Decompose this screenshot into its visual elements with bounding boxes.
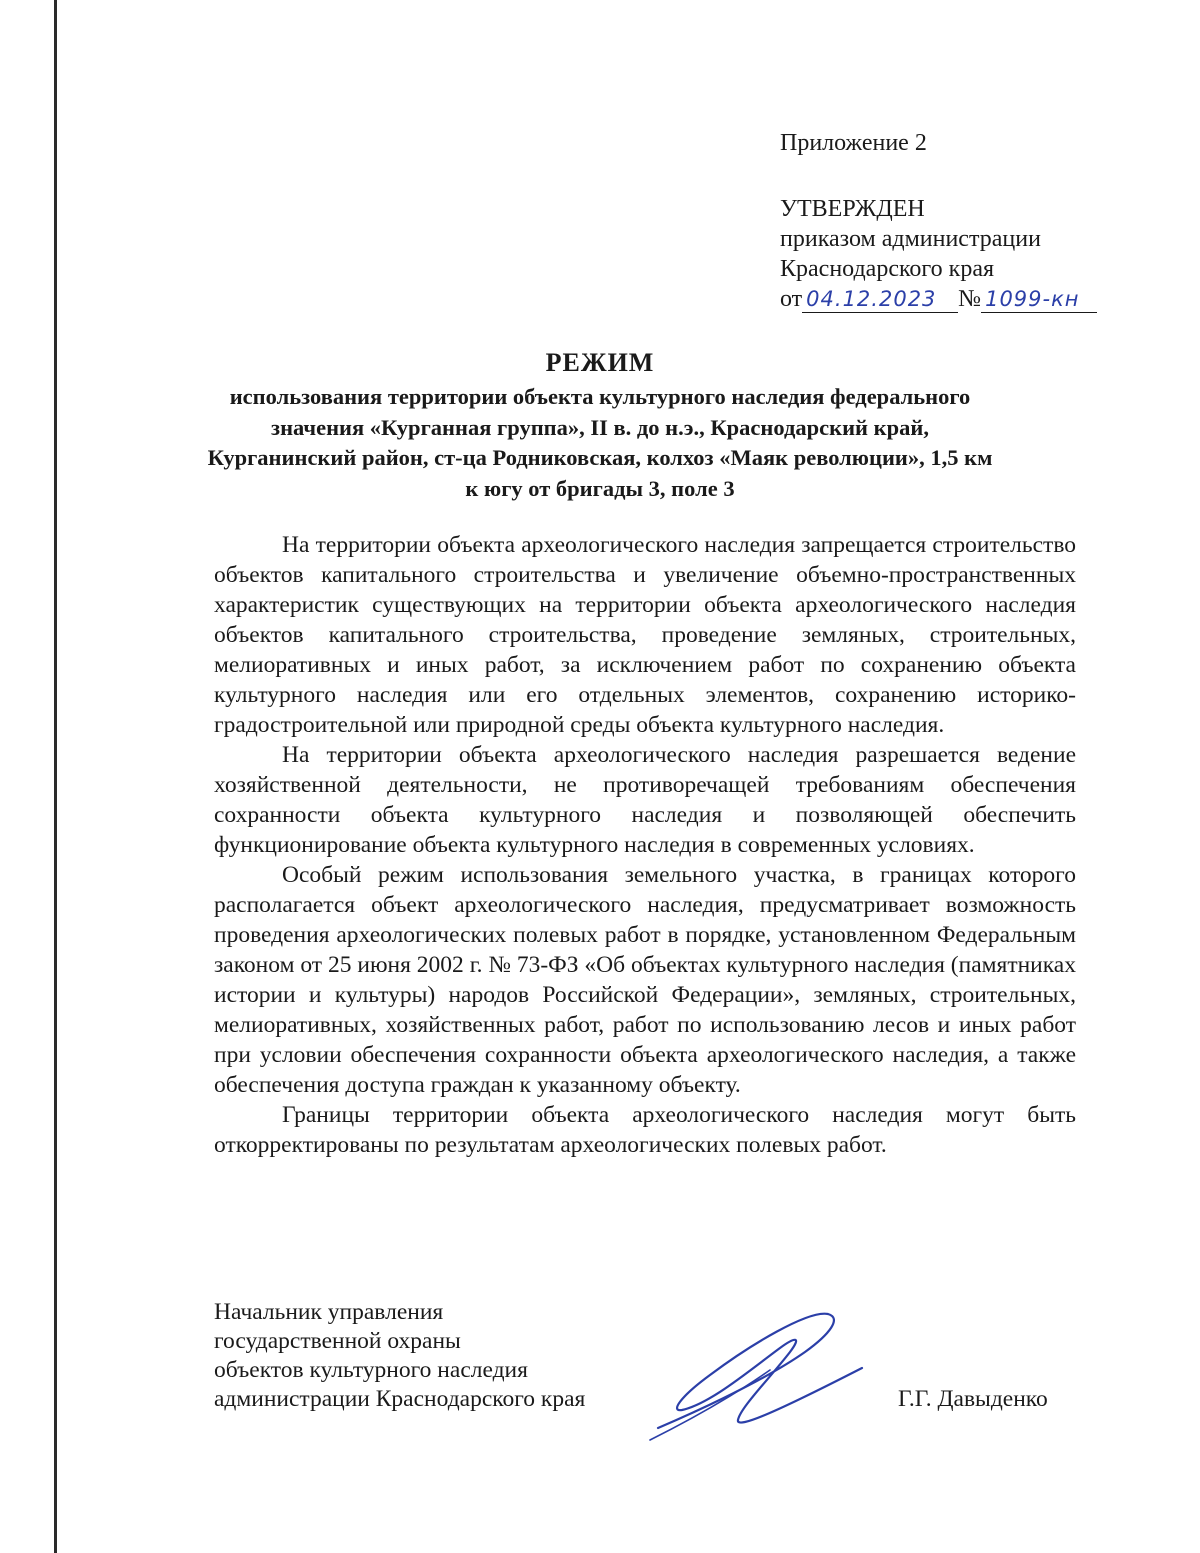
approval-line-2: Краснодарского края <box>780 256 995 282</box>
handwritten-number: 1099-кн <box>981 286 1097 313</box>
handwritten-date: 04.12.2023 <box>802 286 958 313</box>
position-line-1: Начальник управления <box>214 1299 444 1325</box>
position-line-3: объектов культурного наследия <box>214 1357 528 1383</box>
scan-edge-line <box>54 0 57 1553</box>
annex-label: Приложение 2 <box>780 130 927 156</box>
position-line-2: государственной охраны <box>214 1328 461 1354</box>
approval-date-row <box>780 284 1097 314</box>
paragraph-2: На территории объекта археологического наследия разрешается ведение хозяйственной деятельности, не противоречащей требованиям обеспечения сохранности объекта культурного наследия и позволяющей обеспечить функционирование объекта культурного наследия в современных условиях. <box>214 742 1076 858</box>
paragraph-3: Особый режим использования земельного участка, в границах которого располагается объект археологического наследия, предусматривает возможность проведения археологических полевых работ в порядке, установленном Федеральным законом от 25 июня 2002 г. № 73-ФЗ «Об объектах культурного наследия (памятниках истории и культуры) народов Российской Федерации», земляных, строительных, мелиоративных, хозяйственных работ, работ по использованию лесов и иных работ при условии обеспечения сохранности объекта археологического наследия, а также обеспечения доступа граждан к указанному объекту. <box>214 862 1076 1098</box>
approval-stamp-block <box>780 128 1097 314</box>
date-prefix: от <box>780 286 803 312</box>
document-body <box>214 530 1076 1160</box>
approved-label: УТВЕРЖДЕН <box>780 196 925 222</box>
document-title-block <box>200 346 1000 504</box>
document-title: РЕЖИМ <box>545 348 655 377</box>
paragraph-1: На территории объекта археологического наследия запрещается строительство объектов капитального строительства и увеличение объемно-пространственных характеристик существующих на территории объекта археологического наследия объектов капитального строительства, проведение земляных, строительных, мелиоративных и иных работ, за исключением работ по сохранению объекта культурного наследия или его отдельных элементов, сохранению историко-градостроительной или природной среды объекта культурного наследия. <box>214 532 1076 738</box>
handwritten-signature <box>630 1300 870 1450</box>
approval-line-1: приказом администрации <box>780 226 1041 252</box>
number-prefix: № <box>958 286 982 312</box>
signer-name: Г.Г. Давыденко <box>898 1386 1048 1412</box>
position-line-4: администрации Краснодарского края <box>214 1386 586 1412</box>
document-subtitle: использования территории объекта культурного наследия федерального значения «Курганная группа», II в. до н.э., Краснодарский край, Курганинский район, ст-ца Родниковская, колхоз «Маяк революции», 1,5 км к югу от бригады 3, поле 3 <box>207 384 993 501</box>
paragraph-4: Границы территории объекта археологического наследия могут быть откорректированы по результатам археологических полевых работ. <box>214 1102 1076 1158</box>
signer-position-block <box>214 1298 585 1414</box>
